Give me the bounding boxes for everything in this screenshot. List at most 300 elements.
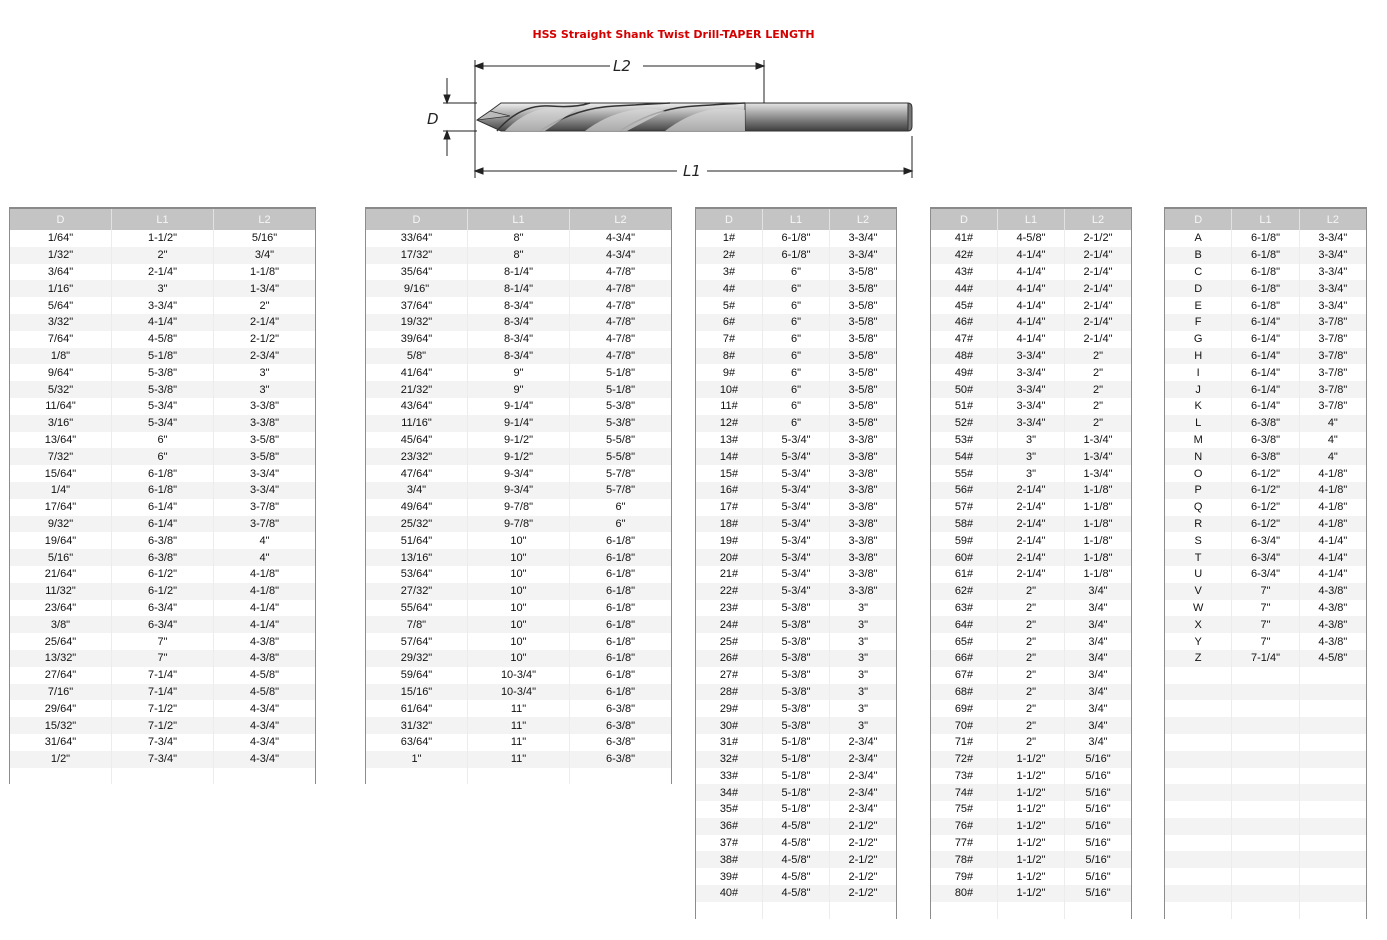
cell-diameter: 35/64": [400, 265, 433, 278]
cell-overall-length: 6": [763, 348, 830, 365]
cell-flute-length: 5-3/8": [570, 415, 672, 432]
cell-diameter: 50#: [931, 381, 998, 398]
cell-overall-length: 2-1/4": [998, 566, 1065, 583]
cell-overall-length: 4-5/8": [763, 818, 830, 835]
table-row: [1165, 549, 1367, 566]
table-row: [931, 633, 1132, 650]
cell-overall-length: 4-1/4": [998, 314, 1065, 331]
table-row: [931, 297, 1132, 314]
table-row: [366, 264, 672, 281]
table-row: [366, 600, 672, 617]
drill-table-number-2: [930, 207, 1132, 919]
cell-flute-length: 3/4": [1065, 633, 1132, 650]
table-row: [10, 734, 316, 751]
cell-diameter: 46#: [931, 314, 998, 331]
cell-flute-length: 4-7/8": [570, 297, 672, 314]
table-row: [366, 700, 672, 717]
cell-flute-length: 3-7/8": [1299, 348, 1366, 365]
cell-flute-length: 6": [570, 516, 672, 533]
cell-diameter: A: [1194, 232, 1202, 245]
column-header-d: D: [696, 208, 763, 230]
cell-diameter: 44#: [931, 280, 998, 297]
cell-flute-length: 5-7/8": [570, 465, 672, 482]
cell-flute-length: 4-3/8": [1299, 583, 1366, 600]
cell-overall-length: [1232, 851, 1299, 868]
cell-flute-length: 2-1/2": [1065, 230, 1132, 247]
cell-diameter: 53/64": [400, 568, 433, 581]
table-row: [10, 583, 316, 600]
table-row: [1165, 751, 1367, 768]
cell-flute-length: 1-1/8": [214, 264, 316, 281]
cell-flute-length: 1-1/8": [1065, 549, 1132, 566]
cell-diameter: 34#: [696, 784, 763, 801]
cell-flute-length: 2": [1065, 348, 1132, 365]
cell-overall-length: 3": [998, 448, 1065, 465]
table-row: [10, 684, 316, 701]
cell-diameter: 15#: [719, 467, 739, 480]
cell-flute-length: 2": [1065, 415, 1132, 432]
cell-flute-length: 3-3/4": [1299, 247, 1366, 264]
cell-overall-length: 6-3/8": [1232, 432, 1299, 449]
cell-flute-length: 4-3/8": [1299, 633, 1366, 650]
cell-flute-length: 1-3/4": [214, 280, 316, 297]
cell-diameter: 1/16": [10, 280, 112, 297]
table-row: [366, 297, 672, 314]
cell-diameter: 45/64": [400, 433, 433, 446]
table-row: [696, 717, 897, 734]
cell-overall-length: 2-1/4": [998, 549, 1065, 566]
cell-flute-length: 3-3/4": [1299, 230, 1366, 247]
cell-overall-length: 6-1/2": [1232, 516, 1299, 533]
table-row: [931, 751, 1132, 768]
cell-flute-length: 3-5/8": [830, 415, 897, 432]
cell-flute-length: 3-5/8": [830, 348, 897, 365]
table-row: [696, 835, 897, 852]
table-row: [696, 734, 897, 751]
cell-overall-length: 6-3/8": [112, 532, 214, 549]
cell-diameter: 29#: [719, 702, 739, 715]
cell-flute-length: 3-3/8": [214, 415, 316, 432]
table-row: [931, 516, 1132, 533]
cell-diameter: 9#: [722, 366, 736, 379]
cell-overall-length: 6-1/4": [1232, 364, 1299, 381]
cell-flute-length: 3-5/8": [830, 364, 897, 381]
cell-flute-length: 5/16": [1065, 885, 1132, 902]
cell-flute-length: 5/16": [214, 230, 316, 247]
cell-diameter: 41#: [954, 232, 974, 245]
cell-overall-length: 6": [763, 331, 830, 348]
cell-diameter: 51/64": [400, 534, 433, 547]
table-row: [696, 566, 897, 583]
cell-diameter: 61/64": [400, 702, 433, 715]
cell-flute-length: 5/16": [1065, 784, 1132, 801]
cell-diameter: 6#: [696, 314, 763, 331]
table-row: [1165, 868, 1367, 885]
table-row: [696, 784, 897, 801]
table-row: [10, 616, 316, 633]
cell-diameter: 3/8": [10, 616, 112, 633]
cell-flute-length: 5-5/8": [570, 432, 672, 449]
cell-overall-length: 1-1/2": [998, 768, 1065, 785]
cell-diameter: 11/32": [10, 583, 112, 600]
table-row: [931, 566, 1132, 583]
cell-diameter: 72#: [931, 751, 998, 768]
cell-diameter: 64#: [931, 616, 998, 633]
table-row: [366, 566, 672, 583]
cell-overall-length: 4-1/4": [998, 297, 1065, 314]
cell-overall-length: 4-1/4": [998, 331, 1065, 348]
table-row: [10, 381, 316, 398]
table-row: [931, 314, 1132, 331]
table-row: [1165, 851, 1367, 868]
cell-flute-length: 4-1/4": [1299, 549, 1366, 566]
cell-flute-length: 3-5/8": [830, 398, 897, 415]
table-row: [366, 549, 672, 566]
cell-diameter: 61#: [954, 568, 974, 581]
table-row: [931, 616, 1132, 633]
cell-diameter: 31/64": [44, 736, 77, 749]
cell-flute-length: 3-3/4": [1299, 264, 1366, 281]
cell-overall-length: [1232, 801, 1299, 818]
cell-diameter: 76#: [931, 818, 998, 835]
cell-flute-length: 6-3/8": [570, 751, 672, 768]
cell-diameter: 1/4": [10, 482, 112, 499]
cell-overall-length: 7-1/4": [112, 667, 214, 684]
cell-overall-length: 5-1/8": [112, 348, 214, 365]
cell-overall-length: 3-3/4": [998, 364, 1065, 381]
cell-flute-length: 1-1/8": [1065, 516, 1132, 533]
cell-flute-length: [1299, 700, 1366, 717]
cell-diameter: S: [1194, 534, 1202, 547]
cell-flute-length: 5/16": [1065, 768, 1132, 785]
cell-overall-length: [1232, 667, 1299, 684]
cell-diameter: 11#: [720, 400, 738, 413]
cell-overall-length: 6-1/2": [112, 566, 214, 583]
cell-flute-length: [830, 902, 897, 919]
table-row: [10, 364, 316, 381]
table-row: [1165, 700, 1367, 717]
cell-diameter: 26#: [696, 650, 763, 667]
cell-flute-length: 2-1/4": [1065, 280, 1132, 297]
cell-flute-length: 3-3/8": [830, 549, 897, 566]
cell-flute-length: 3-5/8": [830, 280, 897, 297]
cell-flute-length: [1299, 784, 1366, 801]
cell-flute-length: 3-3/8": [830, 465, 897, 482]
cell-flute-length: 4-1/4": [1299, 566, 1366, 583]
table-row: [696, 348, 897, 365]
cell-diameter: 23#: [719, 601, 739, 614]
cell-flute-length: 4-7/8": [570, 348, 672, 365]
table-row: [696, 364, 897, 381]
cell-diameter: 1/2": [10, 751, 112, 768]
cell-diameter: 13#: [719, 433, 739, 446]
table-row: [10, 516, 316, 533]
table-row: [10, 600, 316, 617]
cell-overall-length: 5-3/4": [763, 566, 830, 583]
cell-flute-length: 4-5/8": [214, 667, 316, 684]
cell-overall-length: [468, 768, 570, 785]
cell-flute-length: 4-1/4": [1299, 532, 1366, 549]
cell-overall-length: 6": [763, 381, 830, 398]
cell-flute-length: 4-7/8": [570, 264, 672, 281]
cell-diameter: 39#: [719, 870, 739, 883]
cell-overall-length: [1232, 717, 1299, 734]
table-row: [931, 264, 1132, 281]
cell-flute-length: 3-3/4": [1299, 280, 1366, 297]
cell-diameter: 60#: [931, 549, 998, 566]
cell-flute-length: [1299, 717, 1366, 734]
table-row: [366, 465, 672, 482]
table-row: [1165, 516, 1367, 533]
cell-overall-length: 6-1/4": [112, 499, 214, 516]
table-row: [696, 532, 897, 549]
cell-flute-length: 3/4": [214, 247, 316, 264]
cell-overall-length: 11": [468, 751, 570, 768]
cell-overall-length: 6-1/8": [112, 465, 214, 482]
column-header-l1: L1: [468, 208, 570, 230]
cell-diameter: 62#: [931, 583, 998, 600]
cell-overall-length: 6": [112, 432, 214, 449]
cell-flute-length: 3-3/8": [830, 516, 897, 533]
table-row: [931, 482, 1132, 499]
table-row: [10, 549, 316, 566]
table-row: [931, 885, 1132, 902]
cell-overall-length: [1232, 700, 1299, 717]
cell-flute-length: 4": [214, 532, 316, 549]
cell-diameter: 58#: [931, 516, 998, 533]
cell-diameter: G: [1193, 333, 1203, 346]
cell-overall-length: 10": [468, 549, 570, 566]
table-row: [1165, 499, 1367, 516]
cell-diameter: 38#: [696, 851, 763, 868]
table-row: [696, 516, 897, 533]
cell-overall-length: 6-1/8": [1232, 247, 1299, 264]
cell-overall-length: [1232, 885, 1299, 902]
cell-overall-length: 5-3/4": [763, 549, 830, 566]
cell-overall-length: 6-1/8": [1232, 280, 1299, 297]
cell-flute-length: 4-3/4": [214, 751, 316, 768]
cell-overall-length: 6-1/4": [1232, 331, 1299, 348]
table-row: [931, 549, 1132, 566]
cell-overall-length: 5-3/8": [763, 717, 830, 734]
cell-diameter: [1165, 885, 1232, 902]
cell-overall-length: 9-3/4": [468, 482, 570, 499]
table-row: [931, 532, 1132, 549]
cell-diameter: 55/64": [400, 601, 433, 614]
cell-diameter: 5/8": [366, 348, 468, 365]
cell-flute-length: 2-1/2": [830, 885, 897, 902]
table-row: [366, 751, 672, 768]
cell-overall-length: 5-3/4": [763, 448, 830, 465]
cell-diameter: [1165, 700, 1232, 717]
table-row: [931, 230, 1132, 247]
table-row: [366, 650, 672, 667]
cell-flute-length: 3": [214, 381, 316, 398]
cell-diameter: 67#: [954, 669, 974, 682]
cell-flute-length: 3-3/4": [214, 482, 316, 499]
cell-flute-length: 3/4": [1065, 717, 1132, 734]
cell-diameter: 21#: [719, 568, 739, 581]
table-row: [696, 280, 897, 297]
cell-overall-length: 6-1/8": [1232, 230, 1299, 247]
cell-flute-length: 3/4": [1065, 734, 1132, 751]
cell-overall-length: 3": [112, 280, 214, 297]
dimension-label-l1: L1: [683, 162, 701, 180]
cell-overall-length: 9-7/8": [468, 499, 570, 516]
table-row: [931, 684, 1132, 701]
cell-diameter: [1165, 902, 1232, 919]
cell-flute-length: 2-1/2": [830, 818, 897, 835]
cell-diameter: 1/32": [10, 247, 112, 264]
cell-flute-length: 3-7/8": [1299, 381, 1366, 398]
table-row: [1165, 818, 1367, 835]
cell-overall-length: 1-1/2": [998, 818, 1065, 835]
cell-overall-length: 6": [763, 280, 830, 297]
table-row: [1165, 684, 1367, 701]
cell-diameter: 39/64": [400, 333, 433, 346]
table-row: [1165, 482, 1367, 499]
cell-flute-length: 2-3/4": [830, 768, 897, 785]
cell-overall-length: 8-3/4": [468, 297, 570, 314]
cell-flute-length: 4-5/8": [214, 684, 316, 701]
cell-overall-length: 5-3/8": [112, 381, 214, 398]
table-row: [10, 297, 316, 314]
table-row: [931, 432, 1132, 449]
cell-overall-length: 9-7/8": [468, 516, 570, 533]
cell-diameter: 5/32": [10, 381, 112, 398]
cell-flute-length: 3-3/4": [830, 247, 897, 264]
cell-flute-length: 3-7/8": [1299, 331, 1366, 348]
cell-overall-length: 6-3/4": [1232, 549, 1299, 566]
table-row: [366, 616, 672, 633]
cell-overall-length: 11": [468, 700, 570, 717]
cell-overall-length: 3-3/4": [112, 297, 214, 314]
cell-diameter: 9/32": [10, 516, 112, 533]
cell-diameter: 5/64": [47, 299, 74, 312]
cell-overall-length: 5-1/8": [763, 734, 830, 751]
cell-diameter: J: [1165, 381, 1232, 398]
cell-diameter: K: [1194, 400, 1202, 413]
column-header-l1: L1: [998, 208, 1065, 230]
table-row: [1165, 616, 1367, 633]
cell-flute-length: 2-1/4": [214, 314, 316, 331]
table-row: [696, 583, 897, 600]
cell-flute-length: 1-1/8": [1065, 499, 1132, 516]
table-row: [696, 247, 897, 264]
cell-diameter: 47#: [954, 333, 974, 346]
column-header-l1: L1: [112, 208, 214, 230]
cell-overall-length: 3-3/4": [998, 381, 1065, 398]
cell-flute-length: 3": [830, 684, 897, 701]
cell-flute-length: 4": [1299, 432, 1366, 449]
cell-overall-length: 6-1/4": [112, 516, 214, 533]
cell-flute-length: 3-7/8": [1299, 398, 1366, 415]
dimension-label-d: D: [427, 110, 439, 128]
cell-overall-length: 6": [763, 415, 830, 432]
cell-flute-length: 4-3/4": [214, 734, 316, 751]
table-row: [931, 448, 1132, 465]
cell-diameter: 13/64": [44, 433, 77, 446]
table-row: [366, 684, 672, 701]
cell-overall-length: [1232, 818, 1299, 835]
cell-diameter: 42#: [931, 247, 998, 264]
cell-flute-length: 1-3/4": [1065, 448, 1132, 465]
cell-diameter: 12#: [696, 415, 763, 432]
cell-flute-length: 3": [830, 650, 897, 667]
cell-flute-length: 3-3/8": [830, 482, 897, 499]
cell-diameter: 51#: [954, 400, 974, 413]
table-row: [10, 331, 316, 348]
cell-diameter: 7/8": [366, 616, 468, 633]
cell-flute-length: 3/4": [1065, 600, 1132, 617]
cell-flute-length: 3-3/8": [830, 499, 897, 516]
cell-overall-length: 2-1/4": [998, 482, 1065, 499]
table-row: [1165, 885, 1367, 902]
cell-overall-length: 8-3/4": [468, 331, 570, 348]
cell-diameter: [1165, 768, 1232, 785]
table-row: [1165, 717, 1367, 734]
cell-overall-length: 10": [468, 532, 570, 549]
cell-flute-length: 6-3/8": [570, 734, 672, 751]
table-row: [366, 348, 672, 365]
table-row: [10, 751, 316, 768]
cell-diameter: D: [1165, 280, 1232, 297]
column-header-l1: L1: [1232, 208, 1299, 230]
cell-flute-length: 4": [1299, 448, 1366, 465]
cell-diameter: P: [1165, 482, 1232, 499]
cell-flute-length: 4-3/4": [214, 717, 316, 734]
cell-flute-length: 4-3/8": [214, 633, 316, 650]
cell-overall-length: 2-1/4": [998, 516, 1065, 533]
cell-flute-length: 4-3/8": [214, 650, 316, 667]
table-row: [10, 717, 316, 734]
table-row: [1165, 314, 1367, 331]
cell-flute-length: [1299, 667, 1366, 684]
cell-overall-length: 7": [112, 633, 214, 650]
cell-diameter: W: [1192, 601, 1204, 614]
cell-overall-length: 10-3/4": [468, 684, 570, 701]
table-row: [10, 667, 316, 684]
cell-diameter: 49#: [954, 366, 974, 379]
cell-overall-length: 9-1/2": [468, 448, 570, 465]
cell-flute-length: 5-7/8": [570, 482, 672, 499]
cell-flute-length: 3-3/4": [214, 465, 316, 482]
cell-flute-length: 3-3/8": [830, 448, 897, 465]
cell-flute-length: [1299, 768, 1366, 785]
cell-diameter: 33#: [719, 769, 739, 782]
cell-overall-length: 2": [998, 600, 1065, 617]
cell-overall-length: 10-3/4": [468, 667, 570, 684]
cell-flute-length: 2-1/2": [830, 868, 897, 885]
table-row: [1165, 902, 1367, 919]
cell-overall-length: 3-3/4": [998, 348, 1065, 365]
cell-overall-length: 5-3/8": [112, 364, 214, 381]
cell-flute-length: 2-3/4": [830, 751, 897, 768]
cell-overall-length: [1232, 684, 1299, 701]
table-row: [696, 851, 897, 868]
table-row: [696, 499, 897, 516]
column-header-d: D: [931, 208, 998, 230]
cell-overall-length: 6": [763, 314, 830, 331]
cell-overall-length: 8-3/4": [468, 348, 570, 365]
cell-diameter: 65#: [954, 635, 974, 648]
cell-diameter: U: [1194, 568, 1203, 581]
cell-flute-length: 3-7/8": [1299, 314, 1366, 331]
table-row: [366, 583, 672, 600]
cell-overall-length: 4-5/8": [998, 230, 1065, 247]
cell-flute-length: 4-3/4": [570, 230, 672, 247]
cell-flute-length: 4": [1299, 415, 1366, 432]
